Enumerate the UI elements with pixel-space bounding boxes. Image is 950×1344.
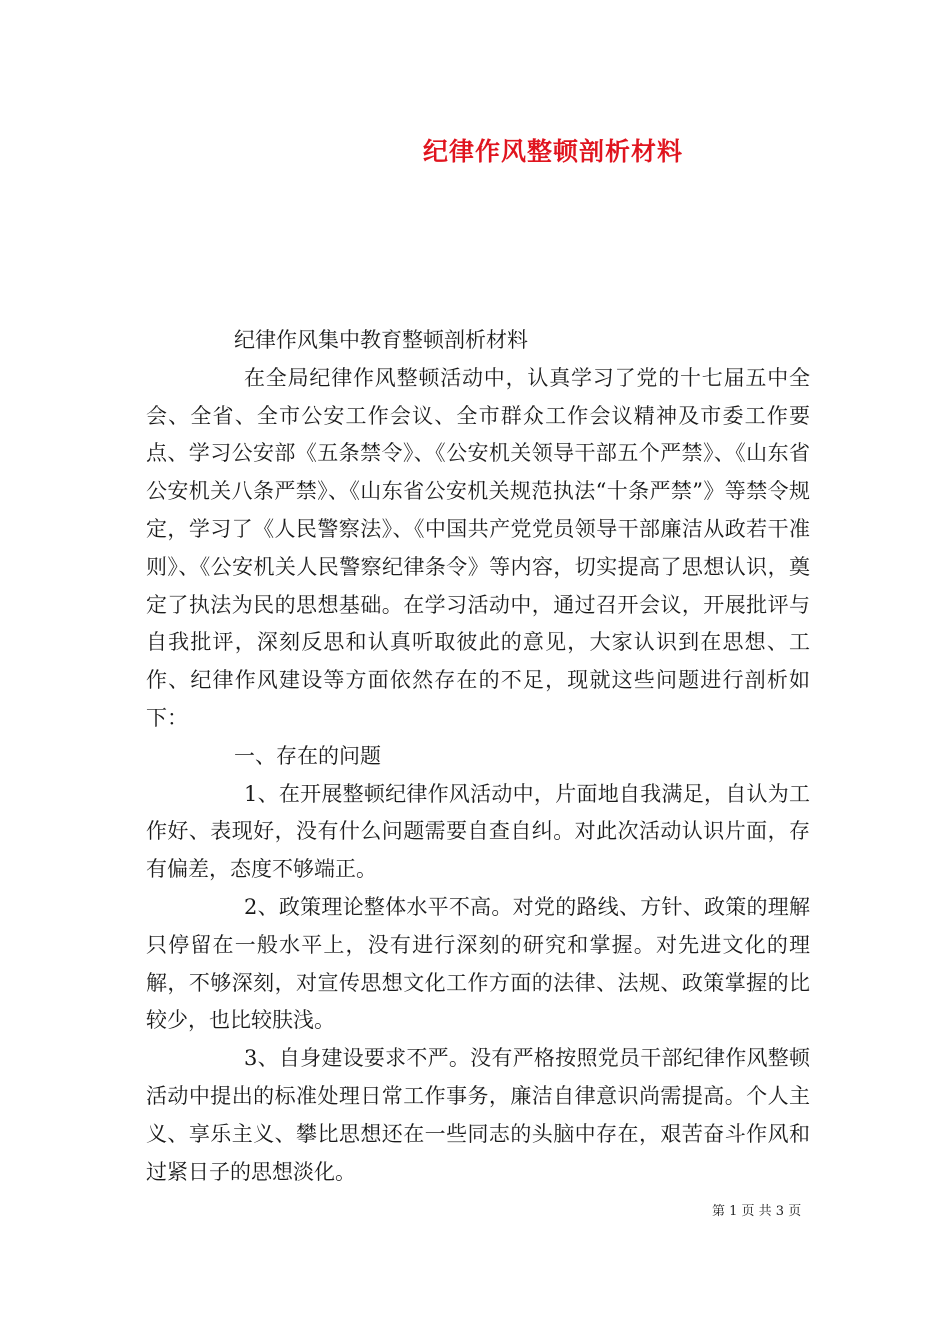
paragraph-item-1: 1、在开展整顿纪律作风活动中，片面地自我满足，自认为工作好、表现好，没有什么问题需要自查自纠。对此次活动认识片面，存有偏差，态度不够端正。 [146,781,810,882]
paragraph-intro: 在全局纪律作风整顿活动中，认真学习了党的十七届五中全会、全省、全市公安工作会议、全市群众工作会议精神及市委工作要点、学习公安部《五条禁令》、《公安机关领导干部五个严禁》、《山东省公安机关八条严禁》、《山东省公安机关规范执法“十条严禁”》等禁令规定，学习了《人民警察法》、《中国共产党党员领导干部廉洁从政若干准则》、《公安机关人民警察纪律条令》等内容，切实提高了思想认识，奠定了执法为民的思想基础。在学习活动中，通过召开会议，开展批评与自我批评，深刻反思和认真听取彼此的意见，大家认识到在思想、工作、纪律作风建设等方面依然存在的不足，现就这些问题进行剖析如下： [146,365,810,730]
paragraph-item-3: 3、自身建设要求不严。没有严格按照党员干部纪律作风整顿活动中提出的标准处理日常工作事务，廉洁自律意识尚需提高。个人主义、享乐主义、攀比思想还在一些同志的头脑中存在，艰苦奋斗作风和过紧日子的思想淡化。 [146,1046,810,1184]
section-heading: 一、存在的问题 [234,743,381,768]
page-number-footer: 第 1 页 共 3 页 [712,1204,802,1219]
document-subtitle: 纪律作风集中教育整顿剖析材料 [234,328,528,352]
document-title: 纪律作风整顿剖析材料 [422,137,683,166]
document-body [146,322,810,1191]
paragraph-item-2: 2、政策理论整体水平不高。对党的路线、方针、政策的理解只停留在一般水平上，没有进行深刻的研究和掌握。对先进文化的理解，不够深刻，对宣传思想文化工作方面的法律、法规、政策掌握的比较少，也比较肤浅。 [146,894,810,1033]
